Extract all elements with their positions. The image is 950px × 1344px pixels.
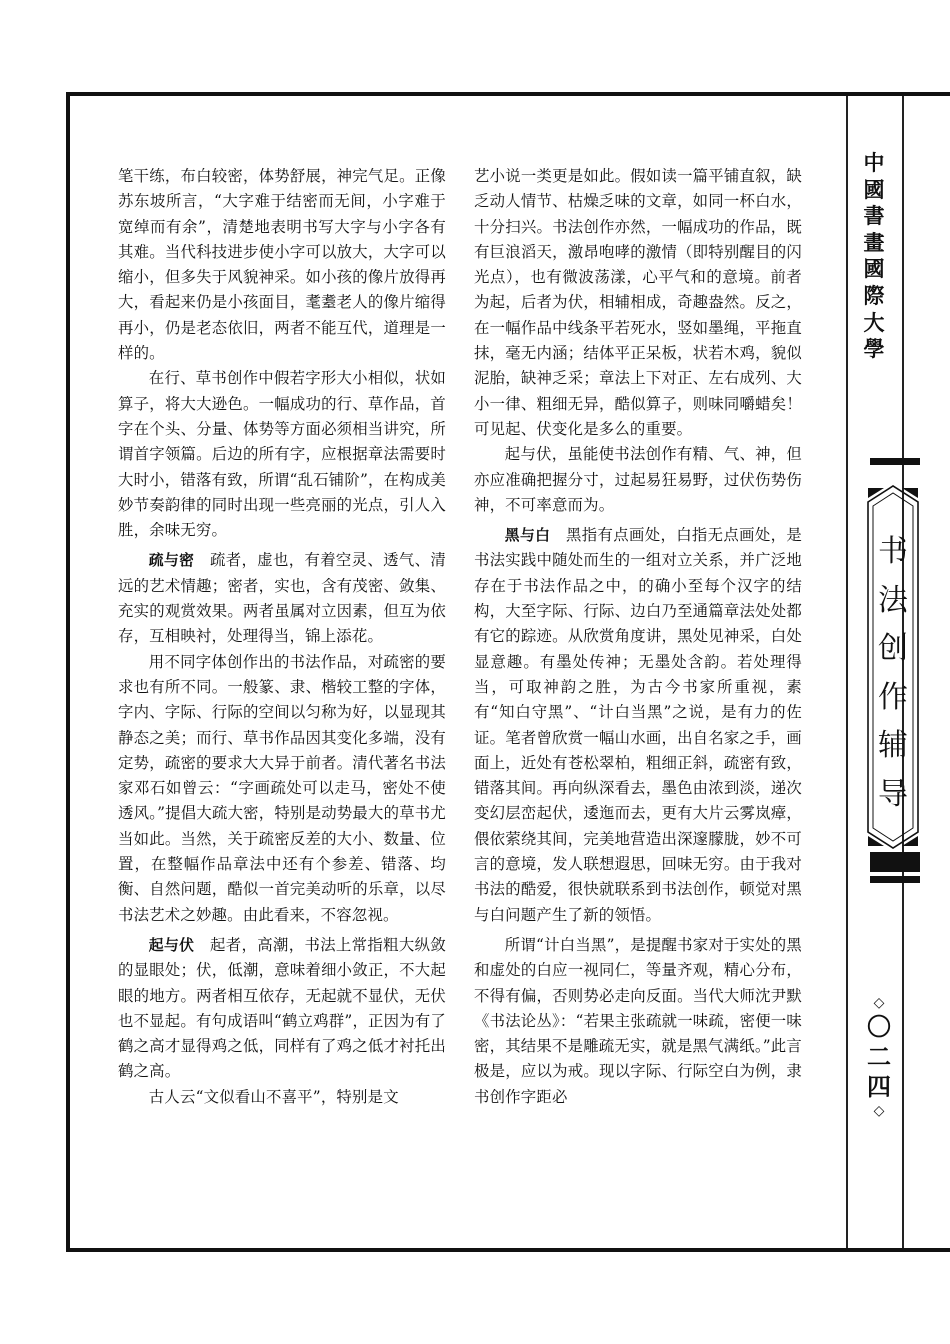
university-title [858,150,890,363]
page-digit: 〇 [867,1012,891,1041]
right-text-column [474,164,802,1110]
paragraph [118,548,446,649]
decorative-bar [870,852,920,872]
left-text-column [118,164,446,1110]
page-digit: 四 [867,1072,891,1101]
paragraph [118,933,446,1085]
frame-top-rule [66,92,950,96]
title-char: 國 [863,256,885,282]
paragraph-text: 起者，高潮，书法上常指粗大纵敛的显眼处；伏，低潮，意味着细小敛正，不大起眼的地方。两者相互依存，无起就不显伏，无伏也不显起。有句成语叫“鹤立鸡群”，正因为有了鹤之高才显得鸡之低，同样有了鸡之低才衬托出鹤之高。 [118,935,446,1081]
paragraph: 起与伏，虽能使书法创作有精、气、神，但亦应准确把握分寸，过起易狂易野，过伏伤势伤神，不可率意而为。 [474,445,802,514]
title-char: 書 [863,203,885,229]
decorative-bar [870,876,920,883]
paragraph: 艺小说一类更是如此。假如读一篇平铺直叙，缺乏动人情节、枯燥乏味的文章，如同一杯白水，十分扫兴。书法创作亦然，一幅成功的作品，既有巨浪滔天，激昂咆哮的激情（即特别醒目的闪光点），也有微波荡漾，心平气和的意境。前者为起，后者为伏，相辅相成，奇趣盎然。反之，在一幅作品中线条平若死水，竖如墨绳，平拖直抹，毫无内涵；结体平正呆板，状若木鸡，貌似泥胎，缺神乏采；章法上下对正、左右成列、大小一律、粗细无异，酷似算子，则味同嚼蜡矣！可见起、伏变化是多么的重要。 [474,167,802,438]
section-title-char: 法 [878,582,908,618]
diamond-icon: ◇ [873,1103,885,1119]
paragraph: 笔干练，布白较密，体势舒展，神完气足。正像苏东坡所言，“大字难于结密而无间，小字难于宽绰而有余”，清楚地表明书写大字与小字各有其难。当代科技进步使小字可以放大，大字可以缩小，但多失于风貌神采。如小孩的像片放得再大，看起来仍是小孩面目，耄耋老人的像片缩得再小，仍是老态依旧，两者不能互代，道理是一样的。 [118,167,446,363]
section-title-char: 作 [878,679,908,715]
paragraph-text: 黑指有点画处，白指无点画处，是书法实践中随处而生的一组对立关系，并广泛地存在于书法作品之中，的确小至每个汉字的结构，大至字际、行际、边白乃至通篇章法处处都有它的踪迹。从欣赏角度讲，黑处见神采，白处显意趣。有墨处传神；无墨处含韵。若处理得当，可取神韵之胜，为古今书家所重视，素有“知白守黑”、“计白当黑”之说，是有力的佐证。笔者曾欣赏一幅山水画，出自名家之手，画面上，近处有苍松翠柏，粗细正斜，疏密有致，错落其间。再向纵深看去，墨色由浓到淡，递次变幻层峦起伏，逶迤而去，更有大片云雾岚瘴，偎依萦绕其间，完美地营造出深邃朦胧，妙不可言的意境，发人联想遐思，回味无穷。由于我对书法的酷爱，很快就联系到书法创作，顿觉对黑与白问题产生了新的领悟。 [474,526,802,924]
title-char: 國 [863,176,885,202]
page-number [862,994,896,1120]
margin-divider-line [846,96,848,1248]
frame-bottom-rule [66,1248,950,1252]
section-term: 疏与密 [148,552,195,570]
paragraph: 在行、草书创作中假若字形大小相似，状如算子，将大大逊色。一幅成功的行、草作品，首字在个头、分量、体势等方面必须相当讲究，所谓首字领篇。后边的所有字，应根据章法需要时大时小，错落有致，所谓“乱石铺阶”，在构成美妙节奏韵律的同时出现一些亮丽的光点，引人入胜，余味无穷。 [118,369,446,540]
section-title-char: 导 [878,776,908,812]
section-title-char: 书 [878,534,908,569]
section-title-char: 辅 [878,728,908,763]
section-title [864,528,922,819]
section-title-char: 创 [878,631,908,666]
decorative-bar [870,458,920,465]
section-term: 起与伏 [148,936,195,954]
title-char: 學 [863,336,885,362]
frame-left-rule [66,92,70,1252]
paragraph: 所谓“计白当黑”，是提醒书家对于实处的黑和虚处的白应一视同仁，等量齐观，精心分布，不得有偏，否则势必走向反面。当代大师沈尹默《书法论丛》：“若果主张疏就一味疏，密便一味密，其结果不是雕疏无实，就是黑气满纸。”此言极是，应以为戒。现以字际、行际空白为例，隶书创作字距必 [474,935,802,1106]
paragraph-text: 疏者，虚也，有着空灵、透气、清远的艺术情趣；密者，实也，含有茂密、敛集、充实的观赏效果。两者虽属对立因素，但互为依存，互相映衬，处理得当，锦上添花。 [118,551,446,646]
section-term: 黑与白 [504,527,551,545]
title-char: 大 [863,309,885,335]
title-char: 畫 [863,229,885,255]
title-char: 中 [863,150,885,175]
paragraph [474,523,802,928]
paragraph: 用不同字体创作出的书法作品，对疏密的要求也有所不同。一般篆、隶、楷较工整的字体，字内、字际、行际的空间以匀称为好，以显现其静态之美；而行、草书作品因其变化多端，没有定势，疏密的要求大大异于前者。清代著名书法家邓石如曾云：“字画疏处可以走马，密处不使透风。”提倡大疏大密，特别是动势最大的草书尤当如此。当然，关于疏密反差的大小、数量、位置，在整幅作品章法中还有个参差、错落、均衡、自然问题，酷似一首完美动听的乐章，以尽书法艺术之妙趣。由此看来，不容忽视。 [118,652,446,924]
paragraph: 古人云“文似看山不喜平”，特别是文 [148,1087,399,1106]
title-char: 際 [863,282,885,308]
page-digit: 二 [867,1042,891,1071]
diamond-icon: ◇ [873,995,885,1011]
